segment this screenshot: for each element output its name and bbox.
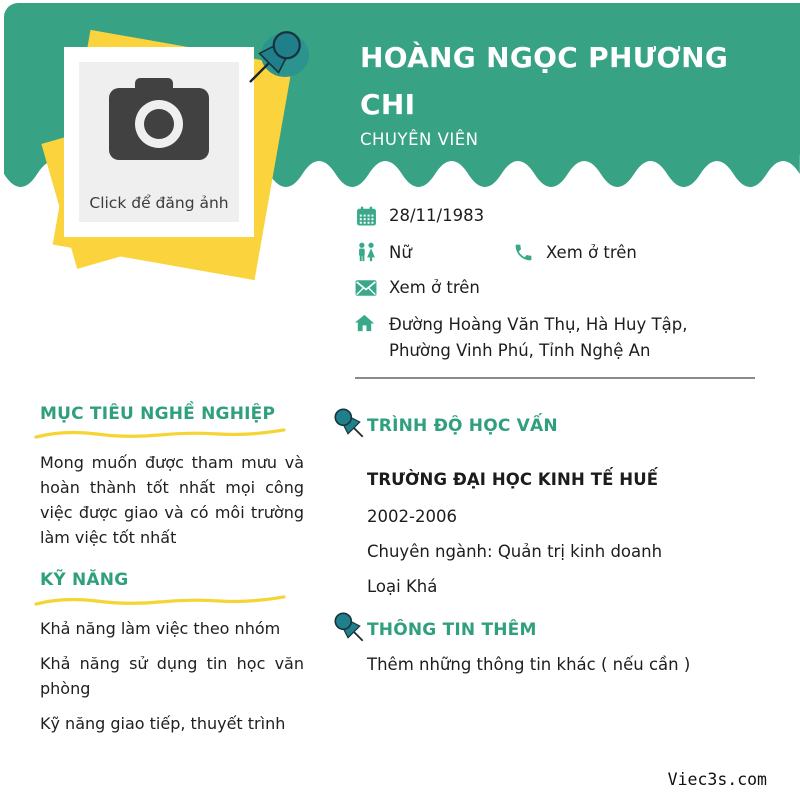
photo-placeholder [79,62,239,222]
skill-item: Kỹ năng giao tiếp, thuyết trình [40,714,286,733]
yellow-squiggle-underline [34,594,286,610]
skills-list [40,616,304,746]
skill-item: Khả năng làm việc theo nhóm [40,619,281,638]
yellow-squiggle-underline [34,427,286,443]
address-line-2: Phường Vinh Phú, Tỉnh Nghệ An [389,341,651,360]
education-heading: TRÌNH ĐỘ HỌC VẤN [367,416,558,436]
objective-heading: MỤC TIÊU NGHỀ NGHIỆP [40,404,276,424]
contact-divider [355,377,755,379]
birth-date-value: 28/11/1983 [389,206,485,225]
skills-heading: KỸ NĂNG [40,570,129,590]
gender-value: Nữ [389,243,412,262]
address-value [389,312,771,364]
gender-icon [356,242,377,263]
additional-info-heading: THÔNG TIN THÊM [367,620,537,640]
address-line-1: Đường Hoàng Văn Thụ, Hà Huy Tập, [389,315,688,334]
pushpin-icon [333,608,369,650]
pushpin-icon [236,18,318,102]
additional-info-body: Thêm những thông tin khác ( nếu cần ) [367,655,691,674]
page-title-name: HOÀNG NGỌC PHƯƠNG CHI [360,41,729,121]
brand-watermark-link[interactable]: Viec3s.com [667,770,767,789]
objective-body: Mong muốn được tham mưu và hoàn thành tốt nhất mọi công việc được giao và có môi trường làm việc tốt nhất [40,453,304,547]
photo-upload-label: Click để đăng ảnh [89,194,229,212]
education-major: Chuyên ngành: Quản trị kinh doanh [367,542,663,561]
email-value: Xem ở trên [389,278,480,297]
home-icon [353,312,376,335]
photo-upload-button[interactable] [64,47,254,237]
education-grade: Loại Khá [367,577,438,596]
mail-icon [355,278,377,298]
education-period: 2002-2006 [367,507,457,526]
education-school: TRƯỜNG ĐẠI HỌC KINH TẾ HUẾ [367,470,659,489]
calendar-icon [356,206,377,227]
skill-item: Khả năng sử dụng tin học văn phòng [40,654,304,698]
job-title: CHUYÊN VIÊN [360,130,479,149]
phone-value: Xem ở trên [546,243,637,262]
camera-icon [107,78,211,166]
pushpin-icon [333,404,369,446]
phone-icon [513,242,534,263]
